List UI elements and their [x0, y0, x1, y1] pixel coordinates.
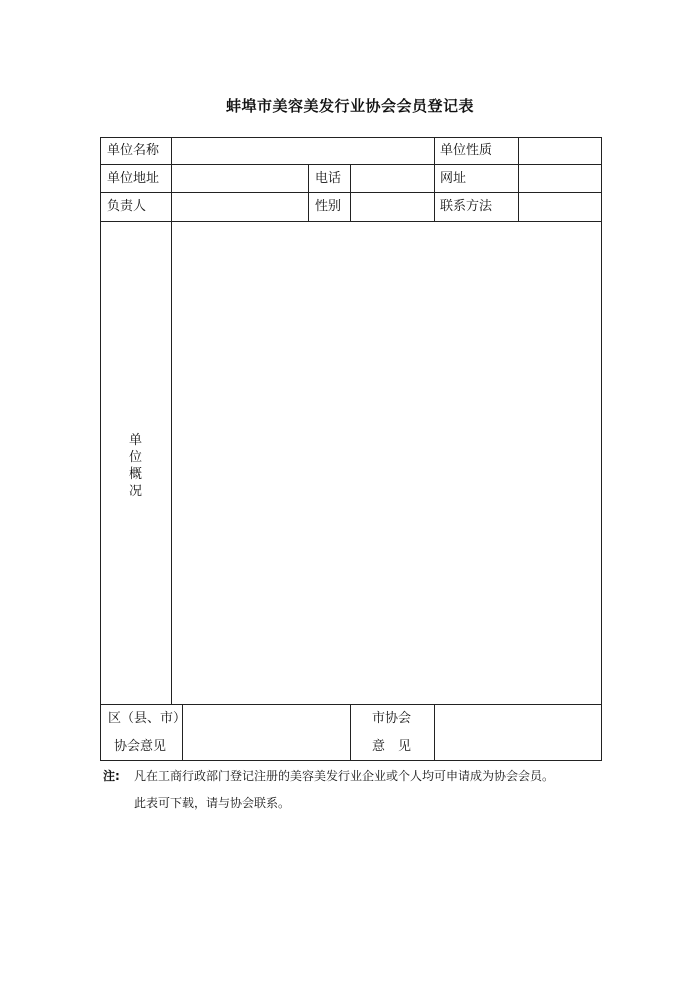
contact-field[interactable]: [519, 193, 601, 221]
district-opinion-field[interactable]: [183, 705, 349, 760]
gender-label: 性别: [315, 199, 342, 214]
contact-label: 联系方法: [440, 199, 493, 214]
download-note: 此表可下载，请与协会联系。: [134, 796, 291, 810]
phone-label: 电话: [315, 171, 342, 186]
overview-char-3: 概: [128, 467, 142, 482]
city-opinion-field[interactable]: [435, 705, 601, 760]
overview-field[interactable]: [172, 222, 601, 704]
col-divider-right-a: [434, 137, 435, 221]
unit-address-label: 单位地址: [107, 171, 160, 186]
note-text: 凡在工商行政部门登记注册的美容美发行业企业或个人均可申请成为协会会员。: [134, 769, 555, 783]
unit-type-label: 单位性质: [440, 143, 493, 158]
city-opinion-label-line2: 意 见: [372, 739, 412, 754]
overview-char-4: 况: [128, 484, 142, 499]
unit-type-field[interactable]: [519, 138, 601, 164]
unit-name-field[interactable]: [172, 138, 433, 164]
website-label: 网址: [440, 171, 467, 186]
district-opinion-label-line1: 区（县、市）: [108, 711, 187, 726]
form-title: 蚌埠市美容美发行业协会会员登记表: [225, 97, 474, 115]
person-in-charge-field[interactable]: [172, 193, 307, 221]
col-divider-mid-a: [308, 164, 309, 221]
overview-char-2: 位: [128, 450, 142, 465]
gender-field[interactable]: [351, 193, 433, 221]
phone-field[interactable]: [351, 165, 433, 192]
note-prefix: 注:: [103, 769, 120, 783]
col-divider-bottom-2: [350, 704, 351, 761]
unit-name-label: 单位名称: [107, 143, 160, 158]
website-field[interactable]: [519, 165, 601, 192]
unit-address-field[interactable]: [172, 165, 307, 192]
overview-char-1: 单: [128, 433, 142, 448]
person-in-charge-label: 负责人: [107, 199, 147, 214]
city-opinion-label-line1: 市协会: [372, 711, 412, 726]
district-opinion-label-line2: 协会意见: [114, 739, 167, 754]
overview-label: [100, 432, 171, 500]
